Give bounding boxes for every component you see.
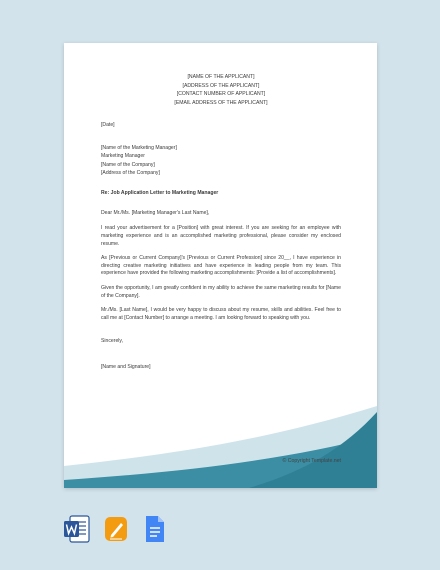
footer-wave-decoration: [64, 398, 377, 488]
paragraph-confidence: Given the opportunity, I am greatly confident in my ability to achieve the same marketing results for [Name of the Company].: [101, 284, 341, 299]
recipient-block: [101, 144, 341, 177]
letter-page: [64, 43, 377, 488]
letter-closing: Sincerely,: [101, 338, 123, 345]
applicant-name: [NAME OF THE APPLICANT]: [187, 74, 255, 80]
applicant-address: [ADDRESS OF THE APPLICANT]: [182, 82, 260, 89]
recipient-company: [Name of the Company]: [101, 161, 155, 168]
word-icon[interactable]: [64, 514, 90, 544]
letter-signature: [Name and Signature]: [101, 363, 151, 370]
applicant-header: [101, 73, 341, 107]
paragraph-closing: Mr./Ms. [Last Name], I would be very happy to discuss about my resume, skills and abilities. Feel free to call me at [Contact Number] to arrange a meeting. I am looking forward to speaking with you.: [101, 307, 341, 321]
recipient-name: [Name of the Marketing Manager]: [101, 144, 177, 151]
applicant-contact: [CONTACT NUMBER OF APPLICANT]: [176, 91, 266, 98]
copyright-text: © Copyright Template.net: [282, 458, 341, 464]
paragraph-intro: I read your advertisement for a [Position] with great interest. If you are seeking for an employee with marketing experience and is an accomplished marketing professional, please consider my enclosed resume.: [101, 225, 341, 247]
paragraph-experience: As [Previous or Current Company]'s [Previous or Current Profession] since 20__, I have experience in directing creative marketing initiatives and have experience in leading people from my team. This experience have provided the following marketing accomplishments: [Provide a list of accomplishments].: [101, 255, 341, 277]
google-docs-icon[interactable]: [144, 514, 166, 544]
letter-body: [101, 73, 341, 371]
letter-date: [Date]: [101, 122, 115, 129]
recipient-title: Marketing Manager: [101, 153, 145, 160]
applicant-email: [EMAIL ADDRESS OF THE APPLICANT]: [174, 99, 268, 106]
letter-subject: Re: Job Application Letter to Marketing Manager: [101, 190, 219, 197]
letter-salutation: Dear Mr./Ms. [Marketing Manager's Last Name],: [101, 209, 210, 216]
recipient-address: [Address of the Company]: [101, 169, 160, 176]
pages-icon[interactable]: [104, 514, 128, 544]
